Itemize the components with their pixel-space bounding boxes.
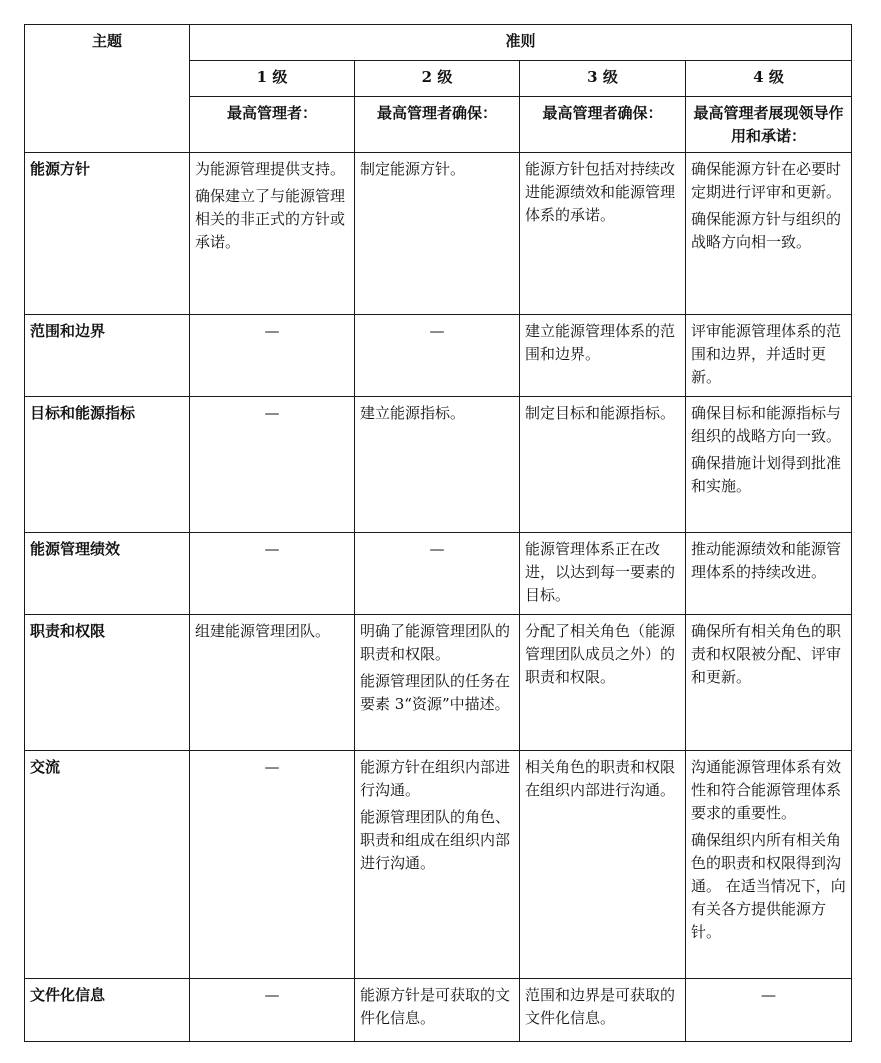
cell-paragraph: 确保建立了与能源管理相关的非正式的方针或承诺。 <box>195 187 346 251</box>
level-4-cell <box>686 315 852 397</box>
not-applicable-dash: — <box>264 404 280 422</box>
level-2-header: 2 级 <box>355 61 520 97</box>
cell-paragraph: 建立能源管理体系的范围和边界。 <box>525 322 676 363</box>
cell-paragraph: 范围和边界是可获取的文件化信息。 <box>525 986 676 1027</box>
cell-paragraph: 能源管理体系正在改进，以达到每一要素的目标。 <box>525 540 676 604</box>
table-row-scope-and-boundaries <box>25 315 852 397</box>
level-2-cell <box>355 153 520 315</box>
topic-cell: 目标和能源指标 <box>25 397 190 533</box>
table-row-communication <box>25 751 852 979</box>
table-row-roles-and-authorities <box>25 615 852 751</box>
level-1-cell <box>190 751 355 979</box>
level-4-cell <box>686 979 852 1042</box>
not-applicable-dash: — <box>761 986 776 1004</box>
level-2-cell <box>355 397 520 533</box>
criteria-header: 准则 <box>190 25 852 61</box>
level-2-cell <box>355 615 520 751</box>
level-1-cell <box>190 153 355 315</box>
level-3-cell <box>520 751 686 979</box>
cell-paragraph: 确保能源方针在必要时定期进行评审和更新。 <box>691 160 842 201</box>
cell-paragraph: 分配了相关角色（能源管理团队成员之外）的职责和权限。 <box>525 622 676 686</box>
level-3-cell <box>520 315 686 397</box>
topic-cell: 能源管理绩效 <box>25 533 190 615</box>
not-applicable-dash: — <box>264 540 280 558</box>
cell-paragraph: 相关角色的职责和权限在组织内部进行沟通。 <box>525 758 676 799</box>
topic-cell: 范围和边界 <box>25 315 190 397</box>
level-1-leadership: 最高管理者： <box>190 97 355 153</box>
level-3-cell <box>520 615 686 751</box>
cell-paragraph: 确保目标和能源指标与组织的战略方向一致。 <box>691 404 842 445</box>
level-1-cell <box>190 979 355 1042</box>
topic-cell: 能源方针 <box>25 153 190 315</box>
cell-paragraph: 组建能源管理团队。 <box>195 622 331 640</box>
header-row-criteria <box>25 25 852 61</box>
cell-paragraph: 能源管理团队的角色、职责和组成在组织内部进行沟通。 <box>360 808 511 872</box>
not-applicable-dash: — <box>429 322 445 340</box>
table-row-energy-policy <box>25 153 852 315</box>
level-4-cell <box>686 153 852 315</box>
cell-paragraph: 能源方针是可获取的文件化信息。 <box>360 986 511 1027</box>
topic-header: 主题 <box>25 25 190 153</box>
cell-paragraph: 为能源管理提供支持。 <box>195 160 346 178</box>
topic-cell: 职责和权限 <box>25 615 190 751</box>
maturity-matrix-table <box>24 24 852 1042</box>
level-2-cell <box>355 979 520 1042</box>
level-1-header: 1 级 <box>190 61 355 97</box>
level-1-cell <box>190 315 355 397</box>
level-4-cell <box>686 397 852 533</box>
cell-paragraph: 能源方针在组织内部进行沟通。 <box>360 758 511 799</box>
not-applicable-dash: — <box>264 322 280 340</box>
level-3-header: 3 级 <box>520 61 686 97</box>
level-1-cell <box>190 397 355 533</box>
cell-paragraph: 明确了能源管理团队的职责和权限。 <box>360 622 511 663</box>
level-3-cell <box>520 979 686 1042</box>
cell-paragraph: 沟通能源管理体系有效性和符合能源管理体系要求的重要性。 <box>691 758 842 822</box>
cell-paragraph: 制定能源方针。 <box>360 160 466 178</box>
table-row-objectives-and-targets <box>25 397 852 533</box>
level-3-leadership: 最高管理者确保： <box>520 97 686 153</box>
cell-paragraph: 确保措施计划得到批准和实施。 <box>691 454 842 495</box>
level-4-header: 4 级 <box>686 61 852 97</box>
level-4-cell <box>686 533 852 615</box>
table-body <box>25 153 852 1042</box>
level-2-cell <box>355 315 520 397</box>
topic-cell: 文件化信息 <box>25 979 190 1042</box>
table-row-documented-information <box>25 979 852 1042</box>
level-4-cell <box>686 615 852 751</box>
topic-cell: 交流 <box>25 751 190 979</box>
level-3-cell <box>520 533 686 615</box>
level-4-leadership: 最高管理者展现领导作用和承诺： <box>686 97 852 153</box>
level-4-cell <box>686 751 852 979</box>
cell-paragraph: 能源方针包括对持续改进能源绩效和能源管理体系的承诺。 <box>525 160 676 224</box>
cell-paragraph: 确保能源方针与组织的战略方向相一致。 <box>691 210 842 251</box>
level-3-cell <box>520 153 686 315</box>
cell-paragraph: 推动能源绩效和能源管理体系的持续改进。 <box>691 540 842 581</box>
cell-paragraph: 能源管理团队的任务在要素 3“资源”中描述。 <box>360 672 511 713</box>
level-1-cell <box>190 533 355 615</box>
level-1-cell <box>190 615 355 751</box>
cell-paragraph: 评审能源管理体系的范围和边界，并适时更新。 <box>691 322 842 386</box>
cell-paragraph: 制定目标和能源指标。 <box>525 404 676 422</box>
table-row-energy-management-performance <box>25 533 852 615</box>
table-header <box>25 25 852 153</box>
level-2-leadership: 最高管理者确保： <box>355 97 520 153</box>
not-applicable-dash: — <box>429 540 445 558</box>
cell-paragraph: 确保组织内所有相关角色的职责和权限得到沟通。 在适当情况下，向有关各方提供能源方针。 <box>691 831 846 941</box>
cell-paragraph: 建立能源指标。 <box>360 404 466 422</box>
level-2-cell <box>355 533 520 615</box>
level-3-cell <box>520 397 686 533</box>
cell-paragraph: 确保所有相关角色的职责和权限被分配、评审和更新。 <box>691 622 842 686</box>
level-2-cell <box>355 751 520 979</box>
not-applicable-dash: — <box>264 986 280 1004</box>
not-applicable-dash: — <box>264 758 280 776</box>
